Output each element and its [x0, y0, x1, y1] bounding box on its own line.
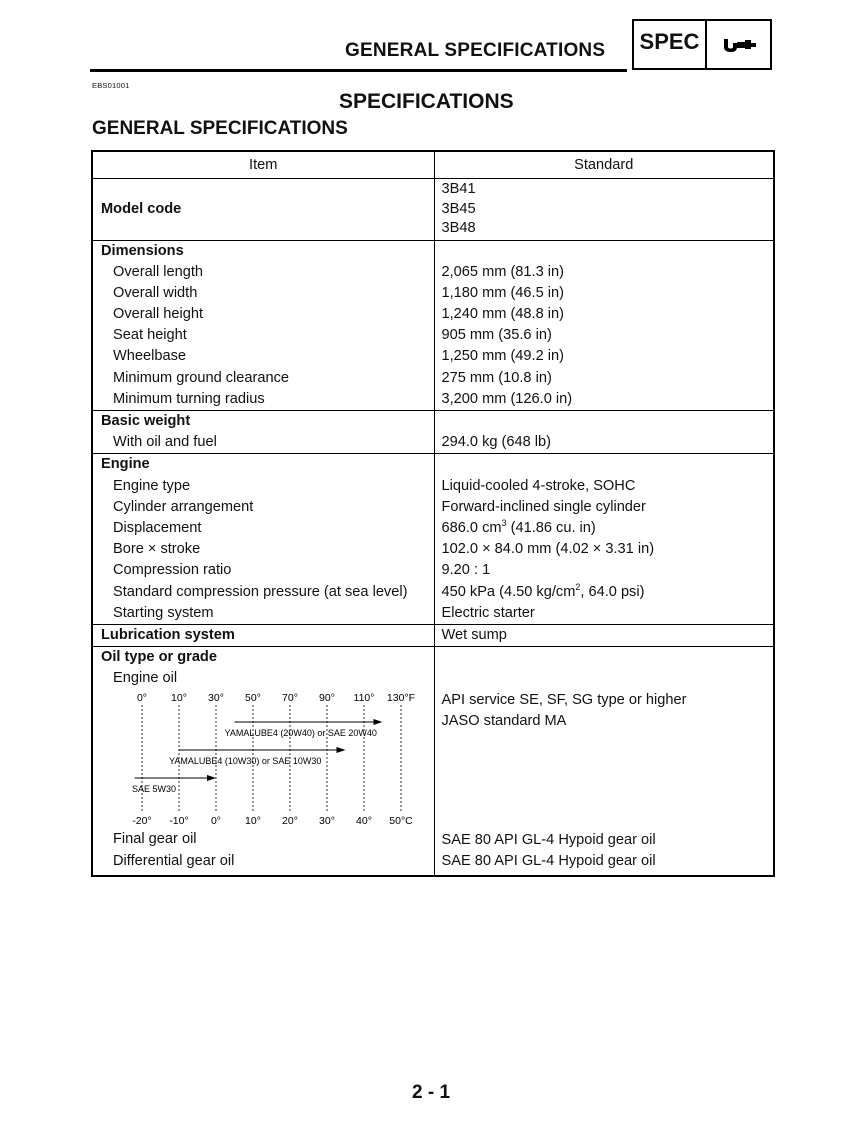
model-code-label: Model code — [101, 200, 182, 217]
engine-value: 102.0 × 84.0 mm (4.02 × 3.31 in) — [441, 541, 655, 558]
dimension-item: Wheelbase — [113, 348, 187, 365]
fahrenheit-tick-label: 10° — [171, 692, 187, 705]
model-code-value: 3B45 — [441, 200, 476, 217]
engine-oil-label: Engine oil — [113, 670, 178, 687]
oil-item: Final gear oil — [113, 831, 197, 848]
oil-item: Differential gear oil — [113, 852, 235, 869]
basic-weight-group-label: Basic weight — [101, 413, 191, 429]
series-label: SAE 5W30 — [132, 784, 177, 795]
table-row-model-code — [92, 179, 774, 241]
engine-item: Compression ratio — [113, 562, 232, 579]
oil-group-label: Oil type or grade — [101, 649, 217, 666]
table-row-lubrication — [92, 624, 774, 646]
table-row-engine — [92, 454, 774, 625]
fahrenheit-tick-label: 70° — [282, 692, 298, 705]
document-code: EBS01001 — [92, 81, 130, 90]
fahrenheit-tick-label: 110° — [353, 692, 375, 705]
engine-item: Bore × stroke — [113, 541, 201, 558]
dimension-value: 3,200 mm (126.0 in) — [441, 390, 573, 407]
spec-badge — [632, 19, 772, 70]
engine-value: 9.20 : 1 — [441, 562, 491, 579]
fahrenheit-tick-label: 0° — [136, 692, 148, 705]
lubrication-value: Wet sump — [441, 626, 507, 643]
spec-badge-label: SPEC — [634, 21, 707, 68]
oil-temperature-chart — [113, 689, 434, 829]
engine-item: Starting system — [113, 604, 214, 621]
arrow-head — [374, 719, 383, 725]
model-code-value: 3B41 — [441, 181, 476, 197]
table-header-row — [92, 151, 774, 179]
dimension-item: Seat height — [113, 327, 187, 344]
celsius-tick-label: 20° — [282, 815, 298, 828]
engine-item: Engine type — [113, 477, 191, 494]
celsius-tick-label: -10° — [169, 815, 189, 828]
specifications-table — [91, 150, 775, 877]
celsius-tick-label: 0° — [210, 815, 222, 828]
engine-value-displacement: 686.0 $cm^3$ (41.86 cu. in) — [441, 518, 596, 536]
engine-value: Liquid-cooled 4-stroke, SOHC — [441, 477, 636, 494]
model-code-value: 3B48 — [441, 220, 476, 236]
header-rule — [90, 69, 627, 72]
celsius-tick-label: 40° — [356, 815, 372, 828]
dimension-item: Minimum ground clearance — [113, 369, 290, 386]
engine-value-compression-pressure: 450 kPa (4.50 $kg/cm^2$, 64.0 psi) — [441, 581, 645, 600]
dimension-item: Minimum turning radius — [113, 390, 265, 407]
arrow-head — [337, 747, 346, 753]
weight-item: With oil and fuel — [113, 434, 217, 451]
table-row-oil — [92, 647, 774, 876]
section-heading: GENERAL SPECIFICATIONS — [92, 118, 348, 139]
oil-chart-svg — [113, 689, 433, 829]
engine-oil-value: API service SE, SF, SG type or higher — [441, 692, 687, 709]
weight-value: 294.0 kg (648 lb) — [441, 434, 552, 451]
series-label: YAMALUBE4 (10W30) or SAE 10W30 — [169, 756, 322, 767]
dimension-value: 275 mm (10.8 in) — [441, 369, 552, 386]
celsius-tick-label: 50°C — [389, 815, 413, 828]
engine-item: Standard compression pressure (at sea level) — [113, 583, 408, 600]
oil-value: SAE 80 API GL-4 Hypoid gear oil — [441, 831, 656, 848]
lubrication-label: Lubrication system — [101, 626, 235, 643]
dimension-value: 2,065 mm (81.3 in) — [441, 263, 564, 280]
header-section-title: GENERAL SPECIFICATIONS — [345, 40, 606, 61]
fahrenheit-tick-label: 130°F — [386, 692, 416, 705]
dimension-item: Overall height — [113, 306, 204, 323]
dimension-item: Overall width — [113, 284, 198, 301]
engine-item: Displacement — [113, 519, 202, 536]
celsius-tick-label: 10° — [245, 815, 261, 828]
series-label: YAMALUBE4 (20W40) or SAE 20W40 — [224, 728, 377, 739]
table-row-dimensions — [92, 240, 774, 411]
column-header-standard: Standard — [434, 151, 774, 179]
page-number: 2 - 1 — [412, 1082, 451, 1103]
table-row-basic-weight — [92, 411, 774, 454]
page-title: SPECIFICATIONS — [339, 90, 514, 113]
engine-oil-value: JASO standard MA — [441, 713, 567, 730]
dimensions-group-label: Dimensions — [101, 242, 184, 259]
engine-value: Forward-inclined single cylinder — [441, 498, 646, 515]
dimension-item: Overall length — [113, 263, 204, 280]
celsius-tick-label: -20° — [132, 815, 152, 828]
dimension-value: 1,240 mm (48.8 in) — [441, 306, 564, 323]
engine-item: Cylinder arrangement — [113, 498, 254, 515]
fahrenheit-tick-label: 30° — [208, 692, 224, 705]
oil-value: SAE 80 API GL-4 Hypoid gear oil — [441, 852, 656, 869]
celsius-tick-label: 30° — [319, 815, 335, 828]
engine-value: Electric starter — [441, 604, 535, 621]
dimension-value: 1,180 mm (46.5 in) — [441, 284, 564, 301]
fahrenheit-tick-label: 50° — [245, 692, 261, 705]
fahrenheit-tick-label: 90° — [319, 692, 335, 705]
column-header-item: Item — [92, 151, 434, 179]
engine-group-label: Engine — [101, 456, 150, 473]
dimension-value: 1,250 mm (49.2 in) — [441, 348, 564, 365]
dimension-value: 905 mm (35.6 in) — [441, 327, 552, 344]
micrometer-icon — [707, 21, 770, 68]
arrow-head — [207, 775, 216, 781]
